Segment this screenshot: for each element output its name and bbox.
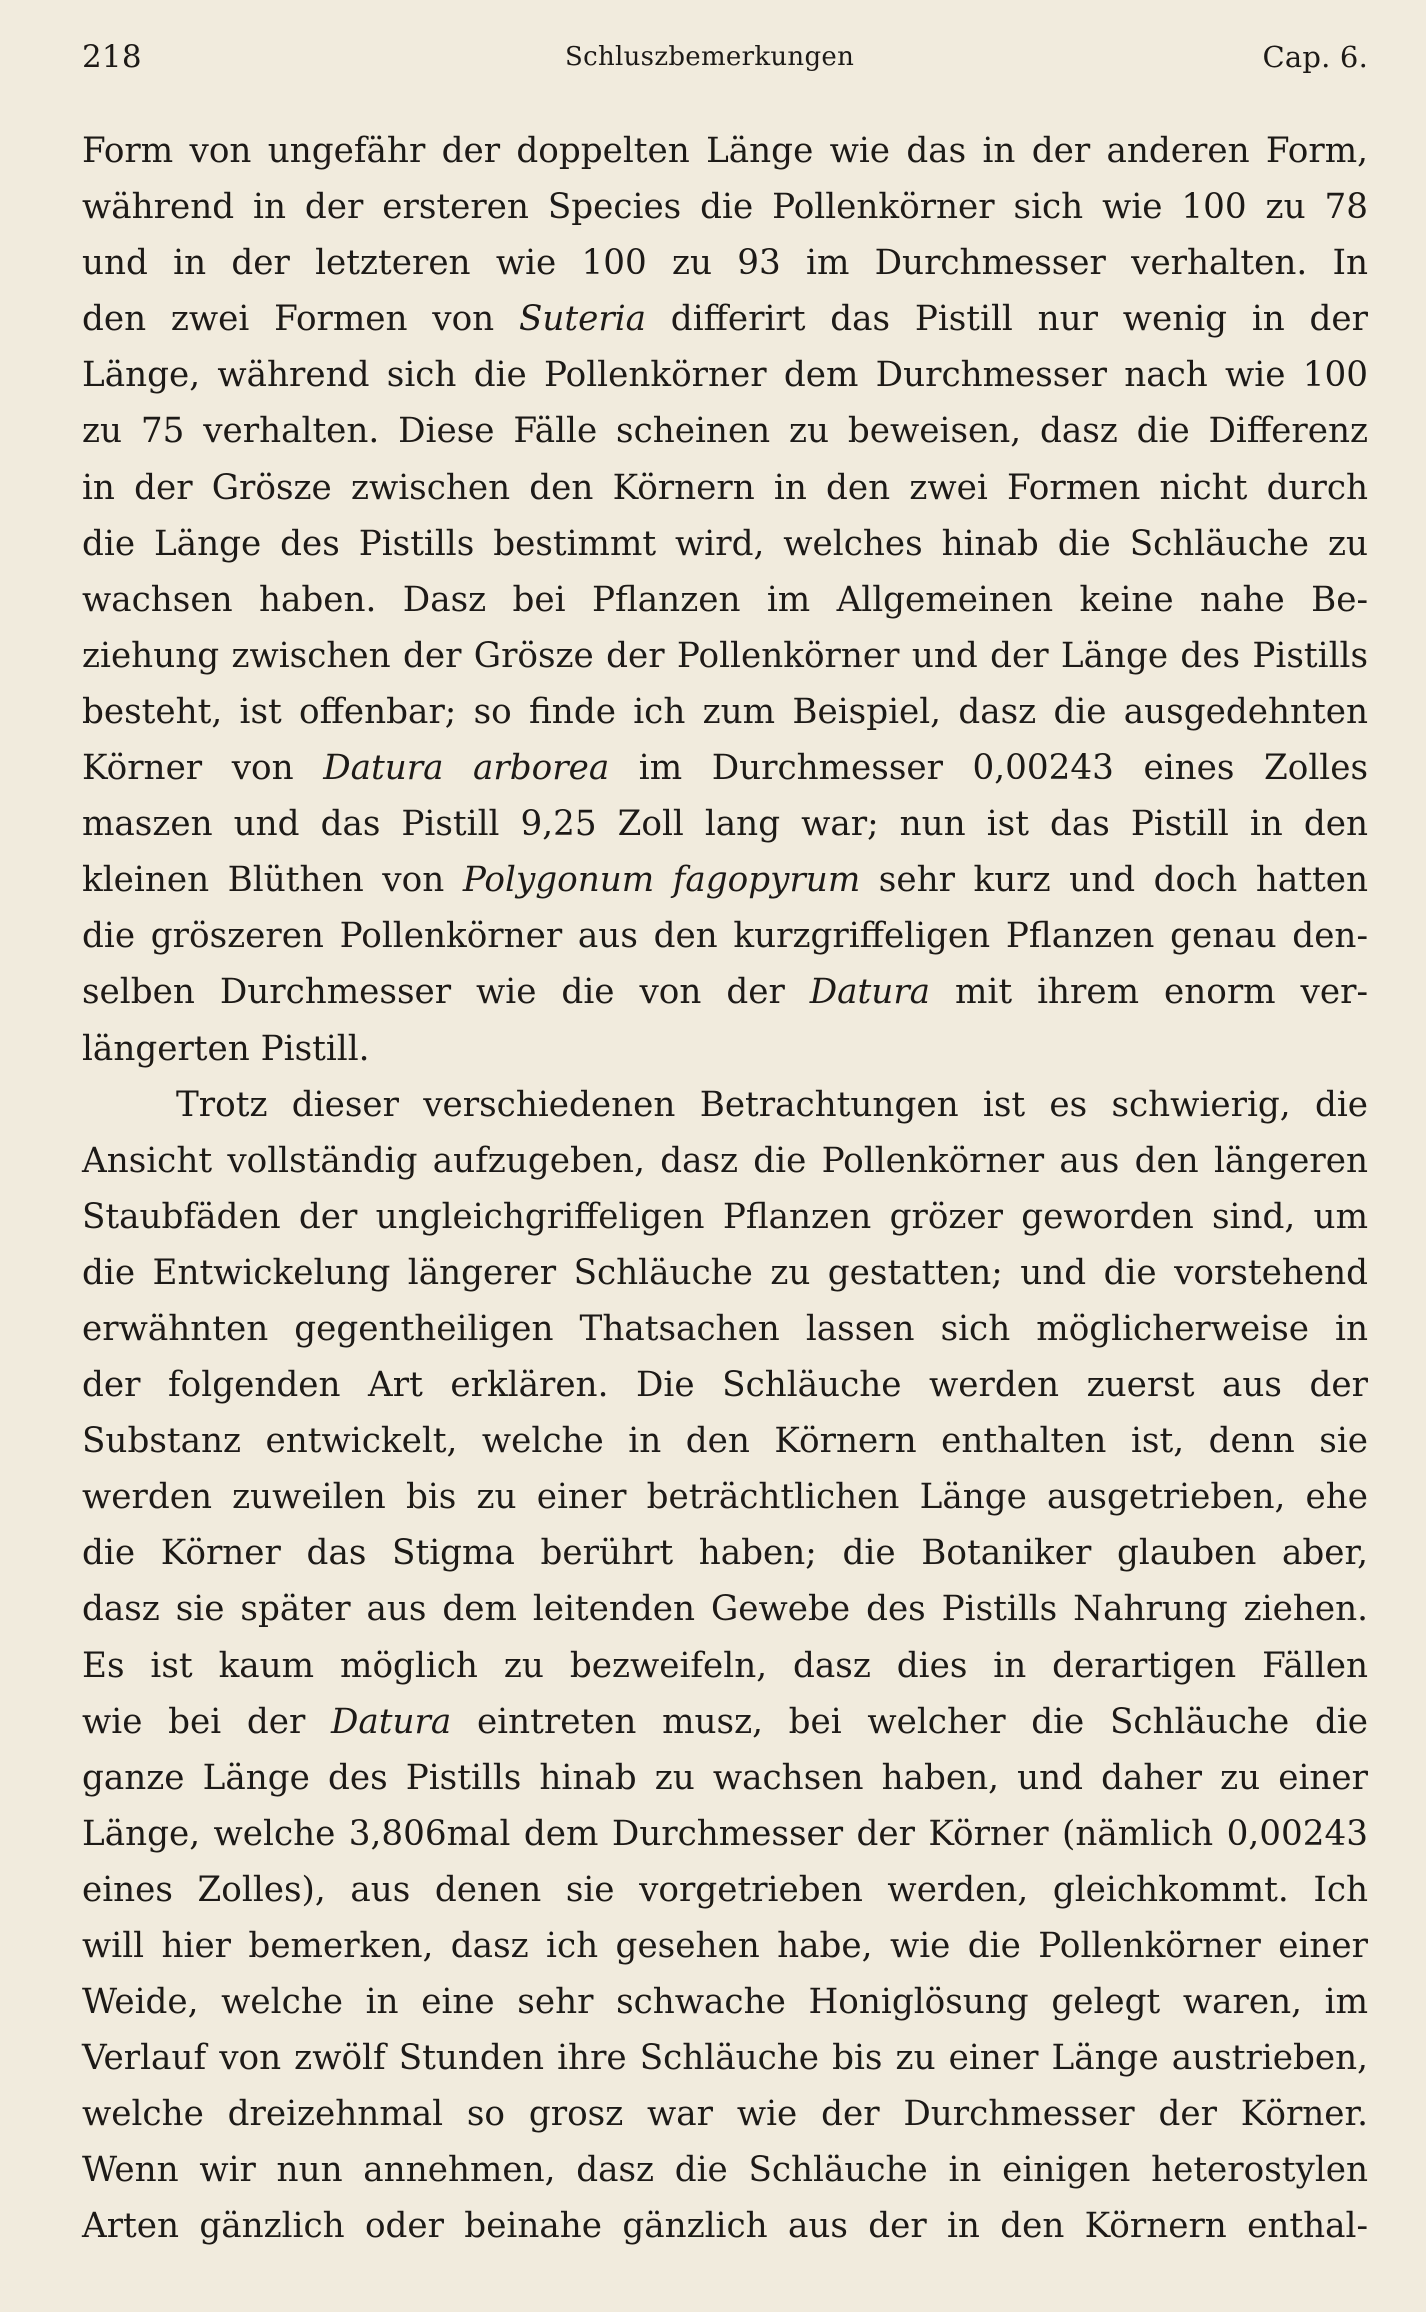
text-line (82, 1245, 1368, 1301)
text-line (82, 1694, 1368, 1750)
text-line (82, 2198, 1368, 2254)
italic-segment: Polygonum fagopyrum (462, 860, 861, 901)
text-segment: Ansicht vollständig aufzugeben, dasz die Pollenkörner aus den längeren (82, 1140, 1368, 1181)
text-segment: mit ihrem enorm ver- (930, 972, 1368, 1013)
text-segment: erwähnten gegentheiligen Thatsachen lassen sich möglicherweise in (82, 1308, 1368, 1349)
text-line (82, 235, 1368, 291)
text-line (82, 2030, 1368, 2086)
text-segment: Arten gänzlich oder beinahe gänzlich aus der in den Körnern enthal- (82, 2206, 1368, 2247)
text-segment: die gröszeren Pollenkörner aus den kurzgriffeligen Pflanzen genau den- (82, 916, 1368, 957)
text-line (82, 1077, 1368, 1133)
text-line (82, 1581, 1368, 1637)
text-line (82, 179, 1368, 235)
text-segment: im Durchmesser 0,00243 eines Zolles (609, 748, 1368, 789)
page-number: 218 (82, 39, 142, 75)
text-segment: Es ist kaum möglich zu bezweifeln, dasz dies in derartigen Fällen (82, 1645, 1368, 1686)
text-segment: während in der ersteren Species die Pollenkörner sich wie 100 zu 78 (82, 187, 1368, 228)
text-segment: selben Durchmesser wie die von der (82, 972, 810, 1013)
text-segment: ganze Länge des Pistills hinab zu wachsen haben, und daher zu einer (82, 1757, 1368, 1798)
text-line (82, 1301, 1368, 1357)
text-segment: Form von ungefähr der doppelten Länge wie das in der anderen Form, (82, 131, 1368, 171)
text-line (82, 2142, 1368, 2198)
text-segment: Verlauf von zwölf Stunden ihre Schläuche bis zu einer Länge austrieben, (82, 2038, 1368, 2079)
text-line (82, 1525, 1368, 1581)
text-segment: sehr kurz und doch hatten (860, 860, 1369, 901)
text-segment: Länge, welche 3,806mal dem Durchmesser der Körner (nämlich 0,00243 (82, 1813, 1368, 1854)
italic-segment: Datura (330, 1701, 452, 1742)
text-segment: Körner von (82, 748, 324, 789)
text-line (82, 1862, 1368, 1918)
text-segment: die Entwickelung längerer Schläuche zu gestatten; und die vorstehend (82, 1252, 1368, 1293)
text-segment: will hier bemerken, dasz ich gesehen habe, wie die Pollenkörner einer (82, 1926, 1368, 1966)
text-line (82, 516, 1368, 572)
text-line (82, 572, 1368, 628)
text-segment: Länge, während sich die Pollenkörner dem Durchmesser nach wie 100 (82, 355, 1368, 396)
text-line (82, 2086, 1368, 2142)
text-line (82, 1806, 1368, 1862)
text-line (82, 852, 1368, 908)
text-segment: welche dreizehnmal so grosz war wie der Durchmesser der Körner. (82, 2094, 1368, 2135)
text-line (82, 1413, 1368, 1469)
text-line (82, 347, 1368, 403)
text-line (82, 1133, 1368, 1189)
text-segment: den zwei Formen von (82, 299, 519, 340)
text-line (82, 964, 1368, 1020)
italic-segment: Datura (809, 972, 931, 1013)
text-line (82, 1189, 1368, 1245)
text-segment: eines Zolles), aus denen sie vorgetrieben werden, gleichkommt. Ich (82, 1869, 1368, 1910)
text-line (82, 1974, 1368, 2030)
text-segment: wachsen haben. Dasz bei Pflanzen im Allgemeinen keine nahe Be- (82, 579, 1368, 620)
page-header (82, 36, 1368, 78)
text-segment: besteht, ist offenbar; so finde ich zum Beispiel, dasz die ausgedehnten (82, 691, 1368, 732)
text-line (82, 123, 1368, 179)
body-text (82, 123, 1368, 2255)
text-segment: längerten Pistill. (82, 1028, 370, 1069)
text-line (82, 684, 1368, 740)
text-line (82, 628, 1368, 684)
text-line (82, 403, 1368, 459)
text-segment: Staubfäden der ungleichgriffeligen Pflanzen grözer geworden sind, um (82, 1196, 1368, 1237)
text-line (82, 1021, 1368, 1077)
text-segment: kleinen Blüthen von (82, 860, 463, 901)
chapter-label: Cap. 6. (1262, 40, 1368, 74)
text-segment: Substanz entwickelt, welche in den Körnern enthalten ist, denn sie (82, 1421, 1368, 1462)
text-segment: Trotz dieser verschiedenen Betrachtungen ist es schwierig, die (176, 1084, 1368, 1125)
text-segment: in der Grösze zwischen den Körnern in den zwei Formen nicht durch (82, 467, 1368, 508)
text-line (82, 1638, 1368, 1694)
text-segment: die Länge des Pistills bestimmt wird, welches hinab die Schläuche zu (82, 523, 1368, 564)
text-segment: differirt das Pistill nur wenig in der (646, 299, 1368, 340)
text-segment: Weide, welche in eine sehr schwache Honiglösung gelegt waren, im (82, 1982, 1368, 2023)
text-segment: dasz sie später aus dem leitenden Gewebe des Pistills Nahrung ziehen. (82, 1589, 1368, 1630)
text-line (82, 1918, 1368, 1974)
text-segment: wie bei der (82, 1701, 331, 1742)
text-line (82, 740, 1368, 796)
text-segment: eintreten musz, bei welcher die Schläuche die (451, 1701, 1368, 1742)
text-line (82, 291, 1368, 347)
text-segment: zu 75 verhalten. Diese Fälle scheinen zu beweisen, dasz die Differenz (82, 411, 1368, 452)
text-segment: und in der letzteren wie 100 zu 93 im Durchmesser verhalten. In (82, 243, 1368, 284)
italic-segment: Suteria (518, 299, 647, 340)
text-line (82, 1357, 1368, 1413)
text-line (82, 908, 1368, 964)
text-line (82, 796, 1368, 852)
text-segment: der folgenden Art erklären. Die Schläuche werden zuerst aus der (82, 1365, 1368, 1406)
text-segment: Wenn wir nun annehmen, dasz die Schläuche in einigen heterostylen (82, 2150, 1368, 2191)
text-line (82, 460, 1368, 516)
italic-segment: Datura arborea (323, 748, 610, 789)
text-line (82, 1750, 1368, 1806)
text-segment: die Körner das Stigma berührt haben; die Botaniker glauben aber, (82, 1533, 1368, 1574)
running-title: Schluszbemerkungen (565, 42, 855, 72)
text-line (82, 1469, 1368, 1525)
text-segment: werden zuweilen bis zu einer beträchtlichen Länge ausgetrieben, ehe (82, 1477, 1368, 1518)
text-segment: maszen und das Pistill 9,25 Zoll lang war; nun ist das Pistill in den (82, 804, 1368, 845)
text-segment: ziehung zwischen der Grösze der Pollenkörner und der Länge des Pistills (82, 635, 1368, 676)
